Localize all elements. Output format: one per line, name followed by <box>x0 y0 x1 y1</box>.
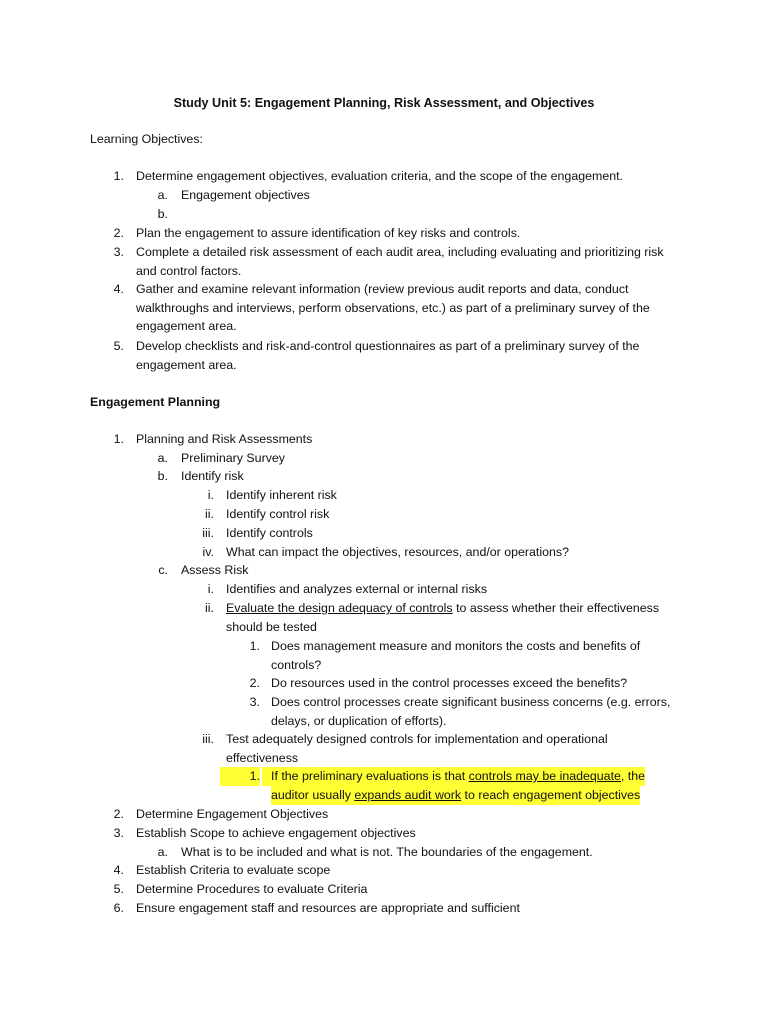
list-marker: 4. <box>113 863 124 877</box>
list-item-text: Planning and Risk Assessments <box>136 432 313 446</box>
list-item-text: What is to be included and what is not. The boundaries of the engagement. <box>181 845 593 859</box>
list-marker: 3. <box>113 826 124 840</box>
list-marker: 2. <box>113 807 124 821</box>
list-item-text: Does management measure and monitors the costs and benefits of <box>271 639 641 653</box>
list-marker: 2. <box>113 226 124 240</box>
list-marker: a. <box>157 188 168 202</box>
list-marker: 5. <box>113 882 124 896</box>
list-marker: a. <box>157 451 168 465</box>
list-marker: iv. <box>202 545 214 559</box>
underlined-phrase: expands audit work <box>354 788 462 802</box>
list-marker: 2. <box>249 676 260 690</box>
list-item-text: Preliminary Survey <box>181 451 285 465</box>
list-marker: 3. <box>113 245 124 259</box>
list-item-text: Engagement objectives <box>181 188 310 202</box>
list-marker: iii. <box>202 526 214 540</box>
list-item-text: What can impact the objectives, resources, and/or operations? <box>226 545 569 559</box>
list-marker: ii. <box>205 507 214 521</box>
list-item-text: Establish Scope to achieve engagement objectives <box>136 826 416 840</box>
list-item-text: Identify risk <box>181 469 244 483</box>
list-item-text: Assess Risk <box>181 563 249 577</box>
list-item-text: Complete a detailed risk assessment of each audit area, including evaluating and prioritizing risk <box>136 245 664 259</box>
list-marker: b. <box>157 207 168 221</box>
list-item-text: Identify controls <box>226 526 313 540</box>
list-marker: a. <box>157 845 168 859</box>
underlined-phrase: Evaluate the design adequacy of controls <box>226 601 453 615</box>
highlighted-text <box>271 786 640 805</box>
list-marker: i. <box>207 488 214 502</box>
list-item-text: Identify inherent risk <box>226 488 337 502</box>
list-marker: 6. <box>113 901 124 915</box>
list-marker: 4. <box>113 282 124 296</box>
list-item-text: Develop checklists and risk-and-control questionnaires as part of a preliminary survey of the <box>136 339 640 353</box>
highlighted-text <box>262 767 645 786</box>
list-item-text: Ensure engagement staff and resources are appropriate and sufficient <box>136 901 520 915</box>
list-marker: ii. <box>205 601 214 615</box>
text-fragment: to reach engagement objectives <box>461 788 641 802</box>
text-fragment: If the preliminary evaluations is that <box>271 769 469 783</box>
list-marker: 1. <box>113 432 124 446</box>
list-item-text: Gather and examine relevant information (review previous audit reports and data, conduct <box>136 282 629 296</box>
list-item-text: Establish Criteria to evaluate scope <box>136 863 331 877</box>
list-marker: 5. <box>113 339 124 353</box>
list-item-text: Identify control risk <box>226 507 330 521</box>
list-item-text: Determine Engagement Objectives <box>136 807 329 821</box>
list-marker: 1. <box>249 639 260 653</box>
list-marker: iii. <box>202 732 214 746</box>
list-marker: 1. <box>113 169 124 183</box>
text-fragment: auditor usually <box>271 788 355 802</box>
engagement-planning-heading: Engagement Planning <box>90 395 221 409</box>
list-item-text: engagement area. <box>136 319 237 334</box>
list-item-text: effectiveness <box>226 750 299 765</box>
text-fragment: , the <box>620 769 646 783</box>
list-item-text: and control factors. <box>136 263 242 278</box>
page-title: Study Unit 5: Engagement Planning, Risk Assessment, and Objectives <box>173 96 595 110</box>
list-item-text: Identifies and analyzes external or internal risks <box>226 582 488 596</box>
learning-objectives-heading: Learning Objectives: <box>90 132 203 146</box>
list-item-text: engagement area. <box>136 357 237 372</box>
list-marker: 1. <box>220 767 260 786</box>
list-item-text: Do resources used in the control processes exceed the benefits? <box>271 676 628 690</box>
list-marker: i. <box>207 582 214 596</box>
list-item-text: Test adequately designed controls for implementation and operational <box>226 732 608 746</box>
list-marker: c. <box>158 563 168 577</box>
list-item-text: delays, or duplication of efforts). <box>271 713 447 728</box>
list-item-text: controls? <box>271 657 322 672</box>
list-marker: b. <box>157 469 168 483</box>
list-item-text: Determine engagement objectives, evaluation criteria, and the scope of the engagement. <box>136 169 623 183</box>
list-item-text: walkthroughs and interviews, perform observations, etc.) as part of a preliminary survey of the <box>136 300 650 315</box>
text-fragment: to assess whether their effectiveness <box>452 601 660 615</box>
list-item-text: Plan the engagement to assure identification of key risks and controls. <box>136 226 521 240</box>
list-item-text: Does control processes create significant business concerns (e.g. errors, <box>271 695 671 709</box>
list-item-text <box>226 599 659 618</box>
underlined-phrase: controls may be inadequate <box>468 769 621 783</box>
list-marker: 3. <box>249 695 260 709</box>
list-item-text: Determine Procedures to evaluate Criteria <box>136 882 368 896</box>
list-item-text: should be tested <box>226 619 317 634</box>
